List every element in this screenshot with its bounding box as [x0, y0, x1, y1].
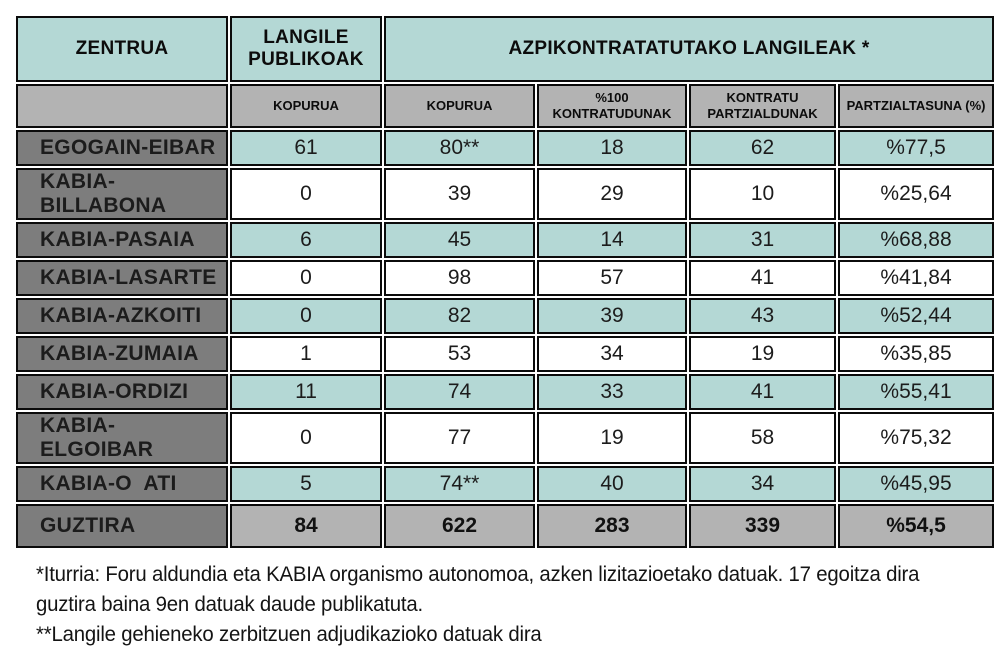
data-cell: 31 [689, 222, 836, 258]
subheader-empty [16, 84, 228, 128]
table-row [16, 298, 994, 334]
table-row [16, 260, 994, 296]
table-row [16, 222, 994, 258]
data-cell: 1 [230, 336, 382, 372]
data-cell: 0 [230, 412, 382, 464]
data-cell: %68,88 [838, 222, 994, 258]
total-cell: 283 [537, 504, 687, 548]
footnotes [36, 560, 972, 649]
data-cell: 80** [384, 130, 535, 166]
data-cell: 19 [689, 336, 836, 372]
row-label: KABIA-O ATI [16, 466, 228, 502]
data-cell: 5 [230, 466, 382, 502]
table-row [16, 168, 994, 220]
total-cell: 84 [230, 504, 382, 548]
header-zentrua: ZENTRUA [16, 16, 228, 82]
data-cell: %25,64 [838, 168, 994, 220]
header-azpikontratatutako: AZPIKONTRATATUTAKO LANGILEAK * [384, 16, 994, 82]
data-cell: %77,5 [838, 130, 994, 166]
data-cell: 6 [230, 222, 382, 258]
data-cell: 40 [537, 466, 687, 502]
data-cell: 98 [384, 260, 535, 296]
data-cell: 11 [230, 374, 382, 410]
total-cell: 622 [384, 504, 535, 548]
subheader-kopurua-pub: KOPURUA [230, 84, 382, 128]
data-cell: 34 [537, 336, 687, 372]
data-cell: 74** [384, 466, 535, 502]
row-label: EGOGAIN-EIBAR [16, 130, 228, 166]
total-cell: 339 [689, 504, 836, 548]
table-row [16, 130, 994, 166]
table-row [16, 374, 994, 410]
data-cell: 0 [230, 298, 382, 334]
data-cell: %35,85 [838, 336, 994, 372]
data-cell: 39 [384, 168, 535, 220]
total-row-label: GUZTIRA [16, 504, 228, 548]
data-cell: %52,44 [838, 298, 994, 334]
footnote-source: *Iturria: Foru aldundia eta KABIA organismo autonomoa, azken lizitazioetako datuak. 17 egoitza dira guztira baina 9en datuak daude publikatuta. [36, 563, 920, 616]
data-cell: 62 [689, 130, 836, 166]
data-cell: 61 [230, 130, 382, 166]
data-cell: 19 [537, 412, 687, 464]
data-cell: 53 [384, 336, 535, 372]
row-label: KABIA-AZKOITI [16, 298, 228, 334]
data-cell: 57 [537, 260, 687, 296]
data-cell: 0 [230, 168, 382, 220]
subheader-partzialtasuna: PARTZIALTASUNA (%) [838, 84, 994, 128]
header-row-2 [16, 84, 994, 128]
data-cell: 58 [689, 412, 836, 464]
total-cell: %54,5 [838, 504, 994, 548]
data-cell: 33 [537, 374, 687, 410]
row-label: KABIA-BILLABONA [16, 168, 228, 220]
total-row [16, 504, 994, 548]
data-cell: %45,95 [838, 466, 994, 502]
data-cell: 10 [689, 168, 836, 220]
data-cell: 41 [689, 260, 836, 296]
data-cell: 29 [537, 168, 687, 220]
data-cell: 18 [537, 130, 687, 166]
data-cell: 34 [689, 466, 836, 502]
data-cell: 14 [537, 222, 687, 258]
row-label: KABIA-LASARTE [16, 260, 228, 296]
row-label: KABIA-ORDIZI [16, 374, 228, 410]
data-cell: 0 [230, 260, 382, 296]
subheader-kontratu-partzialdunak: KONTRATU PARTZIALDUNAK [689, 84, 836, 128]
data-cell: 41 [689, 374, 836, 410]
footnote-double-asterisk: **Langile gehieneko zerbitzuen adjudikazioko datuak dira [36, 622, 542, 646]
table-row [16, 412, 994, 464]
header-langile-publikoak: LANGILE PUBLIKOAK [230, 16, 382, 82]
row-label: KABIA-ZUMAIA [16, 336, 228, 372]
data-cell: %75,32 [838, 412, 994, 464]
data-cell: 39 [537, 298, 687, 334]
data-cell: %41,84 [838, 260, 994, 296]
data-cell: 82 [384, 298, 535, 334]
data-cell: %55,41 [838, 374, 994, 410]
data-cell: 45 [384, 222, 535, 258]
row-label: KABIA-ELGOIBAR [16, 412, 228, 464]
data-cell: 74 [384, 374, 535, 410]
subheader-100-kontratudunak: %100 KONTRATUDUNAK [537, 84, 687, 128]
data-cell: 43 [689, 298, 836, 334]
row-label: KABIA-PASAIA [16, 222, 228, 258]
subheader-kopurua-azpi: KOPURUA [384, 84, 535, 128]
data-table [14, 14, 996, 550]
table-row [16, 336, 994, 372]
header-row-1 [16, 16, 994, 82]
table-row [16, 466, 994, 502]
data-cell: 77 [384, 412, 535, 464]
